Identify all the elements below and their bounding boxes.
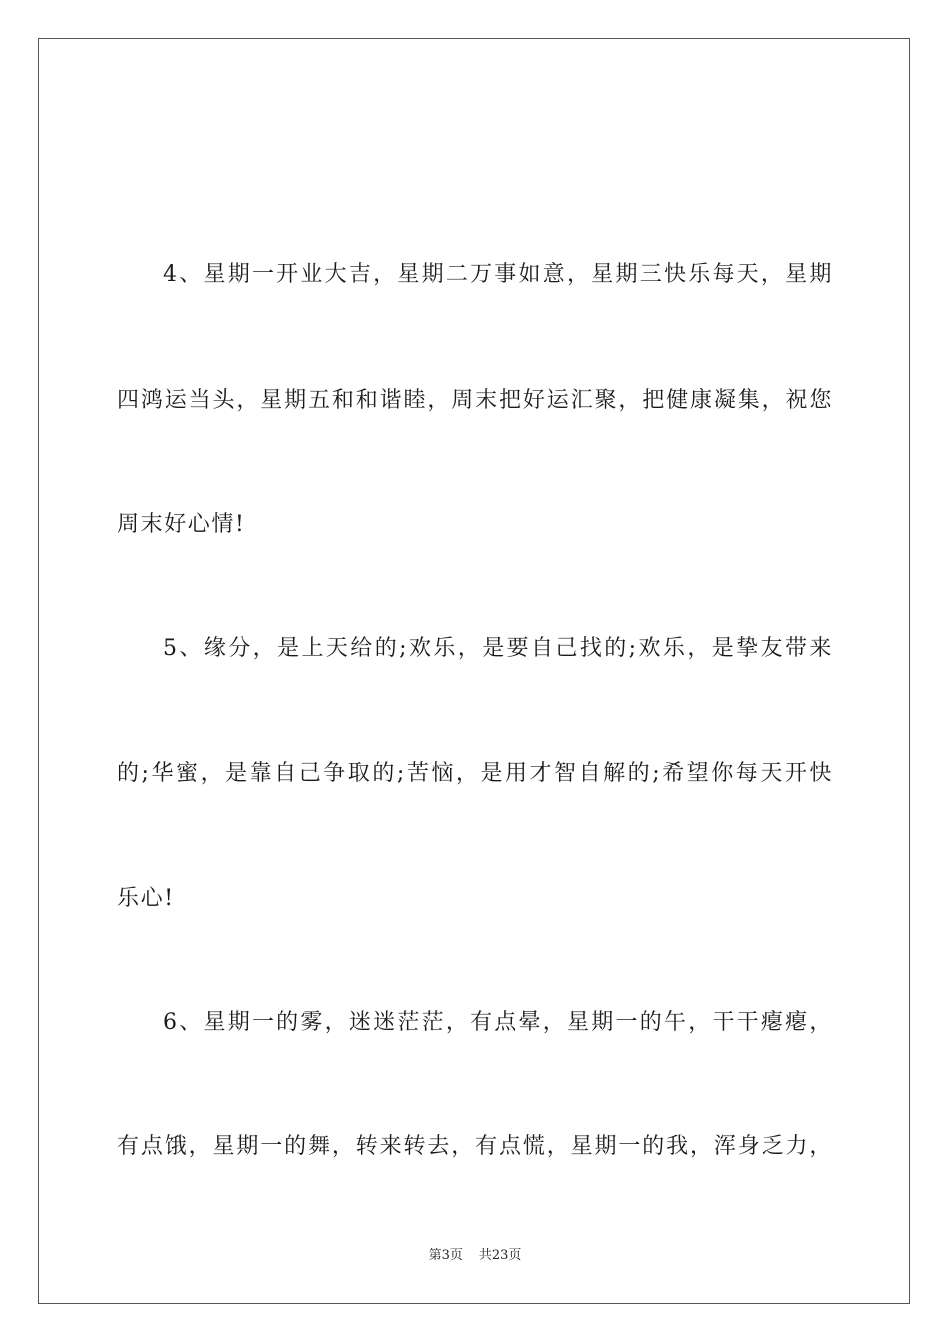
paragraph-4-line-3: 周末好心情! — [117, 512, 246, 537]
paragraph-4-line-2: 四鸿运当头，星期五和和谐睦，周末把好运汇聚，把健康凝集，祝您 — [117, 388, 833, 413]
paragraph-5-line-1: 5、缘分，是上天给的;欢乐，是要自己找的;欢乐，是挚友带来 — [163, 636, 833, 661]
page-number: 第3页 — [428, 1248, 463, 1263]
page-footer — [0, 1247, 950, 1265]
paragraph-5-line-3: 乐心! — [117, 886, 175, 911]
page-border — [38, 38, 910, 1304]
paragraph-5-line-2: 的;华蜜，是靠自己争取的;苦恼，是用才智自解的;希望你每天开快 — [117, 761, 833, 786]
paragraph-4-line-1: 4、星期一开业大吉，星期二万事如意，星期三快乐每天，星期 — [163, 262, 833, 287]
total-pages: 共23页 — [478, 1248, 522, 1263]
paragraph-6-line-1: 6、星期一的雾，迷迷茫茫，有点晕，星期一的午，干干瘪瘪， — [163, 1010, 833, 1035]
paragraph-6-line-2: 有点饿，星期一的舞，转来转去，有点慌，星期一的我，浑身乏力， — [117, 1134, 833, 1159]
